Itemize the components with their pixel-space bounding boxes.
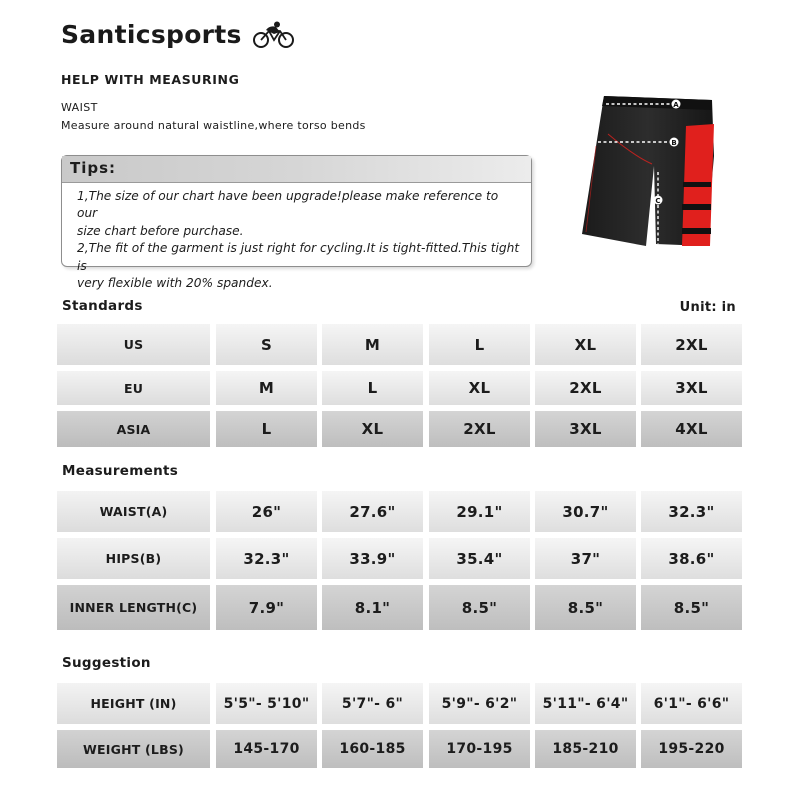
tips-body [62, 183, 531, 292]
cyclist-icon [253, 21, 295, 49]
table-cell: 29.1" [429, 491, 530, 532]
table-cell: 4XL [641, 411, 742, 447]
standards-title: Standards [62, 298, 143, 314]
table-cell: 145-170 [216, 730, 317, 768]
tips-line: 2,The fit of the garment is just right for cycling.It is tight-fitted.This tight is [77, 241, 520, 273]
row-header: WAIST(A) [57, 491, 210, 532]
table-cell: L [429, 324, 530, 365]
row-header: US [57, 324, 210, 365]
table-cell: 26" [216, 491, 317, 532]
table-cell: 38.6" [641, 538, 742, 579]
table-cell: L [322, 371, 423, 405]
table-cell: 30.7" [535, 491, 636, 532]
table-cell: 3XL [535, 411, 636, 447]
table-cell: 7.9" [216, 585, 317, 630]
table-cell: 2XL [535, 371, 636, 405]
unit-label: Unit: in [679, 300, 736, 315]
svg-text:A: A [673, 101, 679, 109]
table-cell: 5'11"- 6'4" [535, 683, 636, 724]
table-cell: 2XL [641, 324, 742, 365]
shorts-measurement-diagram [574, 86, 730, 262]
table-cell: S [216, 324, 317, 365]
row-header: WEIGHT (LBS) [57, 730, 210, 768]
table-cell: 5'5"- 5'10" [216, 683, 317, 724]
tips-title: Tips: [62, 156, 531, 183]
table-cell: 8.5" [535, 585, 636, 630]
row-header: EU [57, 371, 210, 405]
table-cell: 185-210 [535, 730, 636, 768]
svg-text:C: C [655, 197, 661, 205]
waist-description: Measure around natural waistline,where torso bends [61, 119, 366, 132]
table-cell: 8.5" [641, 585, 742, 630]
tips-line: size chart before purchase. [77, 223, 244, 238]
table-cell: M [322, 324, 423, 365]
tips-line: very flexible with 20% spandex. [77, 276, 273, 291]
table-cell: 8.5" [429, 585, 530, 630]
brand-name: Santicsports [61, 20, 242, 49]
table-cell: XL [429, 371, 530, 405]
table-cell: 3XL [641, 371, 742, 405]
table-cell: 35.4" [429, 538, 530, 579]
row-header: INNER LENGTH(C) [57, 585, 210, 630]
table-cell: 27.6" [322, 491, 423, 532]
measurements-title: Measurements [62, 463, 179, 479]
table-cell: 33.9" [322, 538, 423, 579]
table-cell: 37" [535, 538, 636, 579]
row-header: HIPS(B) [57, 538, 210, 579]
row-header: ASIA [57, 411, 210, 447]
table-cell: 8.1" [322, 585, 423, 630]
table-cell: L [216, 411, 317, 447]
table-cell: XL [535, 324, 636, 365]
table-cell: 2XL [429, 411, 530, 447]
suggestion-title: Suggestion [62, 655, 151, 671]
table-cell: 6'1"- 6'6" [641, 683, 742, 724]
svg-text:B: B [671, 139, 677, 147]
waist-title: WAIST [61, 101, 98, 114]
table-cell: 170-195 [429, 730, 530, 768]
tips-box [61, 155, 532, 291]
table-cell: XL [322, 411, 423, 447]
help-title: HELP WITH MEASURING [61, 72, 240, 87]
table-cell: 160-185 [322, 730, 423, 768]
table-cell: 5'9"- 6'2" [429, 683, 530, 724]
table-cell: 195-220 [641, 730, 742, 768]
table-cell: M [216, 371, 317, 405]
table-cell: 32.3" [216, 538, 317, 579]
table-cell: 32.3" [641, 491, 742, 532]
row-header: HEIGHT (IN) [57, 683, 210, 724]
tips-line: 1,The size of our chart have been upgrade!please make reference to our [77, 189, 499, 221]
table-cell: 5'7"- 6" [322, 683, 423, 724]
brand-header [61, 20, 295, 49]
